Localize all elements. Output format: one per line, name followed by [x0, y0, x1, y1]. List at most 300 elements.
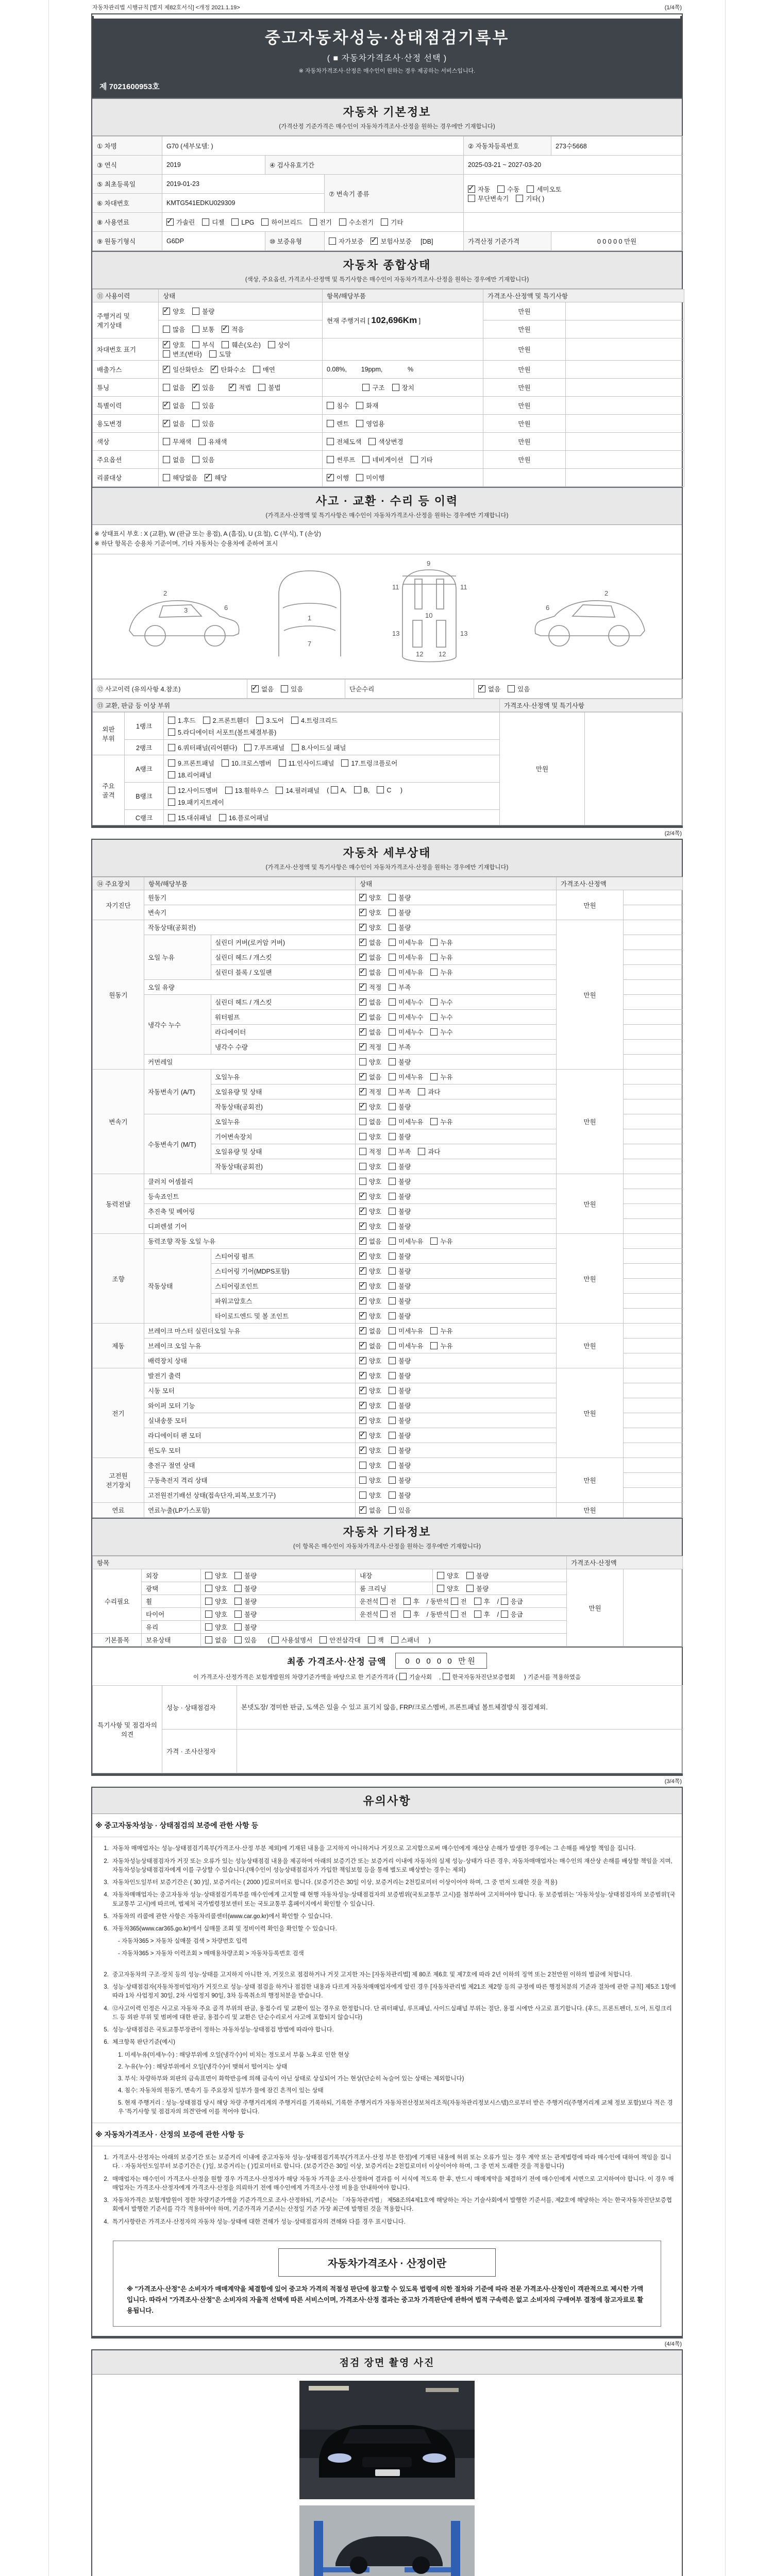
option [430, 968, 452, 977]
option-label: 없음 [173, 420, 186, 428]
option [430, 1072, 452, 1081]
device-item-label: 스티어링 기어(MDPS포함) [211, 1264, 356, 1279]
notice-number: 4. [104, 1892, 109, 1899]
option-label: 누유 [440, 1074, 453, 1081]
rank-line [168, 741, 495, 753]
option-label: 불량 [202, 308, 215, 315]
option-label: 기타 [391, 219, 404, 226]
checkbox [516, 195, 523, 202]
accident-history-label: ⑫ 사고이력 (유의사항 4.참조) [93, 680, 247, 699]
option [399, 1673, 432, 1681]
device-item-label: 등속죠인트 [144, 1189, 356, 1204]
checkbox [497, 185, 505, 193]
option [380, 1609, 396, 1619]
checkbox [437, 1572, 444, 1579]
price-appraisal-infobox [113, 2241, 661, 2327]
option [389, 923, 411, 932]
option [497, 184, 519, 194]
simple-repair-label: 단순수리 [345, 680, 474, 699]
text: , [439, 1674, 443, 1681]
option [466, 1584, 489, 1593]
option [404, 1597, 419, 1606]
rank-row [93, 713, 683, 740]
option-label: 12.사이드멤버 [178, 787, 218, 794]
option-label: 불법 [268, 384, 281, 392]
overall-title: 자동차 종합상태 [343, 259, 431, 272]
checked-checkbox [359, 1223, 366, 1230]
option [389, 1371, 411, 1380]
notice-list-1b [92, 1971, 682, 2123]
first-reg-value: 2019-01-23 [162, 175, 325, 194]
option [389, 1027, 423, 1037]
price-note-cell [624, 1294, 683, 1309]
option-label: 부족 [398, 1089, 411, 1096]
checkbox [327, 456, 334, 463]
device-item-label: 작동상태(공회전) [211, 1159, 356, 1174]
checkbox [392, 384, 399, 391]
price-cell: 만원 [483, 415, 566, 433]
device-status-options [356, 1249, 557, 1264]
notice-number: 1. [104, 1845, 109, 1852]
option [339, 217, 374, 227]
checkbox [359, 1477, 366, 1484]
checked-checkbox [166, 218, 174, 226]
option [163, 401, 185, 410]
option-label: 양호 [369, 909, 382, 917]
detail-row [93, 1324, 683, 1338]
device-item-label: 오일누유 [211, 1114, 356, 1129]
diagram-number: 2 [604, 589, 609, 598]
wheel-position-options [356, 1595, 567, 1608]
option [359, 1147, 381, 1156]
status-options [159, 338, 323, 361]
option [292, 743, 346, 752]
option-label: 후 [413, 1611, 419, 1619]
item-cell [323, 415, 483, 433]
device-status-options [356, 1443, 557, 1458]
checkbox [399, 1673, 407, 1680]
table-row [93, 1569, 683, 1582]
checkbox [468, 195, 475, 202]
price-note-cell [624, 1398, 683, 1413]
checkbox [389, 1193, 396, 1200]
option [359, 1326, 381, 1335]
checkbox [389, 998, 396, 1006]
text: / 동반석 [426, 1611, 451, 1619]
device-subgroup-label: 오일 누유 [144, 935, 211, 980]
option-label: 18.리어패널 [178, 771, 212, 779]
option-label: 양호 [369, 1223, 382, 1231]
checkbox [430, 1028, 438, 1036]
option-label: 14.필러패널 [285, 787, 320, 794]
price-note-cell [624, 905, 683, 920]
overall-row [93, 433, 684, 451]
option-label: 기타 [420, 456, 433, 464]
checked-checkbox [359, 1208, 366, 1215]
table-row [93, 680, 683, 699]
checked-checkbox [359, 1297, 366, 1304]
checkbox [359, 1492, 366, 1499]
checkbox [381, 218, 388, 226]
checkbox [168, 759, 175, 767]
inspection-value: 2025-03-21 ~ 2027-03-20 [464, 156, 683, 175]
device-item-label: 시동 모터 [144, 1383, 356, 1398]
notice-number: 3. [104, 2197, 109, 2204]
device-status-options [356, 1398, 557, 1413]
option [205, 1571, 227, 1580]
notice-text: 중고자동차의 구조·장치 등의 성능·상태를 고지하지 아니한 자, 거짓으로 점검하거나 거짓 고지한 자는 [자동차관리법] 제 80조 제6호 및 제7호에 따라 2년 이하의 징역 또는 2천만원 이하의 벌금에 처합니다. [112, 1971, 632, 1978]
table-header-row [93, 290, 684, 302]
checkbox [320, 1636, 327, 1643]
option-label: 양호 [215, 1624, 228, 1632]
option-label: 불량 [398, 1358, 411, 1365]
device-item-label: 실린더 블록 / 오일팬 [211, 965, 356, 980]
checkbox [389, 969, 396, 976]
device-item-label: 작동상태(공회전) [211, 1099, 356, 1114]
option-label: 부족 [398, 1148, 411, 1156]
option-label: 양호 [369, 1313, 382, 1320]
accident-subtitle: (가격조사·산정액 및 특기사항은 매수인이 자동차가격조사·산정을 원하는 경우에만 기재합니다) [265, 513, 509, 519]
notice-text: 가격조사·산정자는 아래의 보증기간 또는 보증거리 이내에 중고자동차 성능·상태점검기록부(가격조사·산정 부분 한정)에 기재된 내용에 허위 또는 오류가 있는 경우 계약 또는 관계법령에 따라 매수인에 대하여 책임을 집니다. · 자동차인도일부터 보증기간은 ( )일, 보증거리는 ( )킬로미터로 합니다. (보증기간은 30일 이상, 보증거리는 2천킬로미터 이상이어야 하며, 그 중 먼저 도래한 것을 적용합니다) [112, 2155, 671, 2170]
notice-number: 2. [104, 2176, 109, 2182]
checked-checkbox [163, 366, 170, 373]
notice-text: 자동차 매매업자는 성능·상태점검기록부(가격조사·산정 부분 제외)에 기재된 내용을 고지하지 아니하거나 거짓으로 고지함으로써 매수인에게 재산상 손해가 발생한 경우에는 그 손해를 배상할 책임을 집니다. [112, 1845, 636, 1852]
checkbox [430, 1118, 438, 1125]
notice-number: 6. [104, 2039, 109, 2046]
option [168, 786, 218, 795]
accident-history-options [247, 680, 345, 699]
option [430, 1236, 452, 1246]
checked-checkbox [359, 1447, 366, 1454]
price-note-cell [624, 1025, 683, 1040]
rank-items [164, 740, 500, 755]
option-label: 17.트렁크플로어 [351, 759, 398, 767]
option [244, 743, 284, 752]
option [168, 743, 237, 752]
option [430, 1117, 452, 1126]
option [192, 383, 214, 392]
option [327, 419, 349, 428]
notice-number: 3. [104, 1984, 109, 1991]
option-label: 과다 [428, 1089, 441, 1096]
option [359, 1222, 381, 1231]
checkbox [327, 438, 334, 445]
notice-item [95, 1912, 677, 1921]
checkbox [331, 786, 338, 793]
device-item-label: 실린더 헤드 / 개스킷 [211, 950, 356, 965]
document-subtitle: ( ■ 자동차가격조사·산정 선택 ) [327, 54, 447, 63]
notice-text: 체크항목 판단기준(예시) [112, 2039, 175, 2046]
checkbox [389, 1013, 396, 1021]
device-item-label: 냉각수 수량 [211, 1040, 356, 1055]
device-group-label: 전기 [93, 1368, 144, 1458]
option [437, 1571, 459, 1580]
option [389, 1356, 411, 1365]
option [437, 1584, 459, 1593]
option [501, 1597, 523, 1606]
option-label: 도말 [219, 351, 231, 358]
checkbox [310, 218, 317, 226]
rank-label: C랭크 [125, 810, 164, 825]
legend-note: ※ 하단 항목은 승용차 기준이며, 기타 자동차는 승용차에 준하여 표시 [94, 540, 278, 548]
device-group-label: 제동 [93, 1324, 144, 1368]
price-cell: 만원 [557, 1234, 624, 1324]
notice-item [95, 2026, 677, 2035]
photos-band [92, 2350, 682, 2375]
notice-item [95, 1878, 677, 1887]
infobox-text: ※ "가격조사·산정"은 소비자가 매매계약을 체결함에 있어 중고차 가격의 적절성 판단에 참고할 수 있도록 법령에 의한 절차와 기준에 따라 전문 가격조사·산정인이 객관적으로 제시한 가액입니다. 따라서 "가격조사·산정"은 소비자의 자율적 선택에 따른 서비스이며, 가격조사·산정 결과는 중고차 가격판단에 관하여 법적 구속력은 없고 소비자의 구매여부 결정에 참고자료로 활용됩니다. [127, 2285, 644, 2315]
checkbox [163, 326, 170, 333]
text: / [497, 1598, 501, 1606]
detail-row [93, 890, 683, 905]
option [192, 455, 214, 464]
option [359, 1236, 381, 1246]
price-note-cell [566, 302, 684, 320]
option-label: 없음 [369, 1238, 382, 1246]
option [205, 1609, 227, 1619]
device-item-label: 와이퍼 모터 기능 [144, 1398, 356, 1413]
overall-row [93, 361, 684, 379]
checkbox [202, 218, 209, 226]
option [359, 1341, 381, 1350]
checked-checkbox [359, 1342, 366, 1349]
checked-checkbox [359, 1432, 366, 1439]
checkbox [389, 1387, 396, 1394]
option-label: 양호 [369, 1059, 382, 1066]
checked-checkbox [192, 384, 199, 391]
option [168, 727, 276, 737]
option [234, 1622, 257, 1632]
infobox-title: 자동차가격조사 · 산정이란 [278, 2248, 496, 2277]
device-item-label: 작동상태(공회전) [144, 920, 356, 935]
option-label: 불량 [398, 1268, 411, 1276]
overall-row [93, 397, 684, 415]
option [359, 1012, 381, 1022]
device-status-options [356, 950, 557, 965]
device-item-label: 배력장치 상태 [144, 1353, 356, 1368]
diagram-number: 1 [308, 614, 312, 622]
text: ( [327, 786, 331, 794]
option [389, 997, 423, 1007]
checkbox [380, 1611, 388, 1618]
option [234, 1635, 257, 1645]
checkbox [389, 1073, 396, 1080]
checkbox [389, 1342, 396, 1349]
device-status-options [356, 1055, 557, 1070]
checkbox [256, 717, 263, 724]
fuel-options [162, 213, 464, 232]
legend-symbols: ※ 상태표시 부호 : X (교환), W (판금 또는 용접), A (흠집), U (요철), C (부식), T (손상) [94, 530, 321, 537]
option [362, 383, 384, 392]
option-label: 불량 [398, 894, 411, 902]
option [209, 349, 231, 359]
possession-options [201, 1634, 567, 1647]
checkbox [430, 1342, 438, 1349]
checkbox [389, 1312, 396, 1319]
device-status-options [356, 890, 557, 905]
option-label: 침수 [337, 402, 349, 410]
price-note-cell [624, 1264, 683, 1279]
document-number: 제 7021600953호 [99, 82, 160, 91]
car-damage-diagram [92, 554, 682, 679]
option [258, 383, 280, 392]
notice-text: 자동차성능상태점검자가 거짓 또는 오류가 있는 성능상태점검 내용을 제공하여 아래의 보증기간 또는 보증거리 이내에 자동차의 실제 성능·상태가 다른 경우, 자동차매매업자는 매수인의 재산상 손해를 배상할 책임을 지며, 자동차성능상태점검자에게 이를 구상할 수 있습니다.(매수인이 성능상태점검자가 가입한 책임보험 등을 통해 별도로 배상받는 경우는 제외) [112, 1858, 673, 1873]
option-label: 적정 [369, 1044, 382, 1052]
checked-checkbox [359, 1252, 366, 1260]
price-note-cell [624, 965, 683, 980]
price-note-cell [624, 1099, 683, 1114]
detail-row [93, 1368, 683, 1383]
checkbox [443, 1673, 450, 1680]
option [389, 1461, 411, 1470]
option [205, 473, 227, 482]
checked-checkbox [371, 238, 378, 245]
device-status-options [356, 1234, 557, 1249]
option [327, 401, 349, 410]
option [389, 1311, 411, 1320]
option-label: B, [363, 787, 370, 794]
option-label: 불량 [244, 1572, 257, 1580]
checkbox [276, 787, 283, 794]
option-label: 색상변경 [378, 438, 404, 446]
detail-subtitle: (가격조사·산정액 및 특기사항은 매수인이 자동차가격조사·산정을 원하는 경우에만 기재합니다) [265, 865, 509, 871]
repair-group-label: 수리필요 [93, 1569, 142, 1634]
option-label: 없음 [215, 1637, 228, 1645]
option [256, 716, 284, 725]
accident-title: 사고 · 교환 · 수리 등 이력 [315, 495, 459, 507]
overall-status-table [92, 289, 684, 487]
option [192, 340, 214, 349]
device-status-options [356, 1458, 557, 1473]
option-label: 5.라디에이터 서포트(볼트체결부품) [178, 728, 277, 736]
option [359, 1416, 381, 1425]
checkbox [501, 1611, 508, 1618]
option-label: 자가보증 [339, 238, 364, 245]
checkbox [389, 1432, 396, 1439]
item-cell [323, 379, 483, 397]
option-label: 1.후드 [178, 717, 196, 724]
overall-row [93, 338, 684, 361]
device-status-options [356, 1189, 557, 1204]
checked-checkbox [359, 998, 366, 1006]
year-value: 2019 [162, 156, 265, 175]
checkbox [389, 1477, 396, 1484]
checkbox [359, 1148, 366, 1155]
exterior-label: 외장 [142, 1569, 201, 1582]
price-cell: 만원 [483, 338, 566, 361]
checkbox [339, 218, 346, 226]
option-label: 전 [460, 1598, 467, 1606]
option-label: 매연 [262, 366, 275, 374]
option [359, 1087, 381, 1096]
price-cell: 만원 [557, 1174, 624, 1234]
option-label: 있음 [291, 686, 304, 693]
notice-item [95, 2038, 677, 2047]
status-options [159, 361, 323, 379]
legend-block [92, 525, 682, 554]
option-label: 미세누유 [398, 969, 424, 977]
price-note-cell [585, 713, 683, 825]
inspection-photo-front [299, 2381, 475, 2499]
option [359, 1102, 381, 1111]
notice-subitem: 2. 누유(누수) : 해당부위에서 오일(냉각수)이 맺혀서 떨어지는 상태 [118, 2063, 288, 2070]
checkbox [389, 1133, 396, 1140]
option-label: 양호 [369, 1208, 382, 1216]
option [430, 1027, 452, 1037]
option [359, 1027, 381, 1037]
option-label: 불량 [398, 1163, 411, 1171]
device-status-options [356, 1294, 557, 1309]
option-label: 장치 [401, 384, 414, 392]
checkbox [389, 1357, 396, 1364]
checked-checkbox [359, 939, 366, 946]
option [359, 1476, 381, 1485]
checkbox [198, 438, 206, 445]
option [163, 365, 204, 374]
option-label: 양호 [369, 1193, 382, 1201]
notice-text: 자동차매매업자는 중고자동차 성능·상태점검기록부를 매수인에게 고지할 때 현행 자동차성능·상태점검자의 보증범위(국토교통부 고시)를 첨부하여 고지하여야 합니다. 동 보증범위는 '자동차성능·상태점검자의 보증범위'(국토교통부 고시)에 따르며, 법제처 국가법령정보센터 또는 국토교통부 홈페이지에서 확인할 수 있습니다. [112, 1892, 676, 1907]
other-subtitle: (이 항목은 매수인이 자동차가격조사·산정을 원하는 경우에만 기재합니다) [293, 1544, 481, 1550]
device-group-label: 조향 [93, 1234, 144, 1324]
option [389, 1251, 411, 1261]
checked-checkbox [359, 1506, 366, 1514]
diagram-number: 3 [184, 606, 188, 615]
text: ] [417, 317, 421, 325]
price-note-cell [624, 1383, 683, 1398]
checkbox [430, 998, 438, 1006]
exchange-price-header: 가격조사·산정액 및 특기사항 [500, 699, 683, 712]
option-label: 미세누유 [398, 1238, 424, 1246]
option-label: 양호 [369, 1372, 382, 1380]
option [389, 1042, 411, 1052]
option [356, 473, 384, 482]
engine-value: G6DP [162, 232, 265, 251]
checkbox [430, 1327, 438, 1334]
page-marker-1: (1/4쪽) [664, 5, 682, 11]
option-label: 양호 [369, 1163, 382, 1171]
price-cell: 만원 [557, 920, 624, 1070]
option-label: 미세누유 [398, 939, 424, 947]
price-note-cell [566, 320, 684, 338]
option [253, 365, 275, 374]
option [430, 997, 452, 1007]
option-label: 미세누유 [398, 1343, 424, 1350]
notice-number: 5. [104, 2027, 109, 2033]
notice-item [95, 1971, 677, 1979]
option [527, 184, 561, 194]
option [418, 1147, 440, 1156]
option-label: 기술사회 [409, 1674, 432, 1681]
option-label: 사용설명서 [281, 1637, 313, 1645]
option-label: 양호 [369, 1432, 382, 1440]
option [389, 1132, 411, 1141]
panel-group-label: 주요 골격 [93, 755, 125, 825]
checkbox [391, 1636, 398, 1643]
diagram-number: 13 [460, 630, 468, 638]
device-item-label: 동력조향 작동 오일 누유 [144, 1234, 356, 1249]
glass-label: 유리 [142, 1621, 201, 1634]
price-note-cell [566, 361, 684, 379]
vin-label: ⑥ 차대번호 [93, 194, 162, 213]
checkbox [377, 786, 384, 793]
interior-label: 내장 [356, 1569, 433, 1582]
device-status-options [356, 1428, 557, 1443]
table-row [93, 232, 683, 251]
notice-item [95, 2005, 677, 2023]
option-label: 불량 [398, 1133, 411, 1141]
option [359, 1505, 381, 1515]
final-price-note [92, 1673, 682, 1681]
